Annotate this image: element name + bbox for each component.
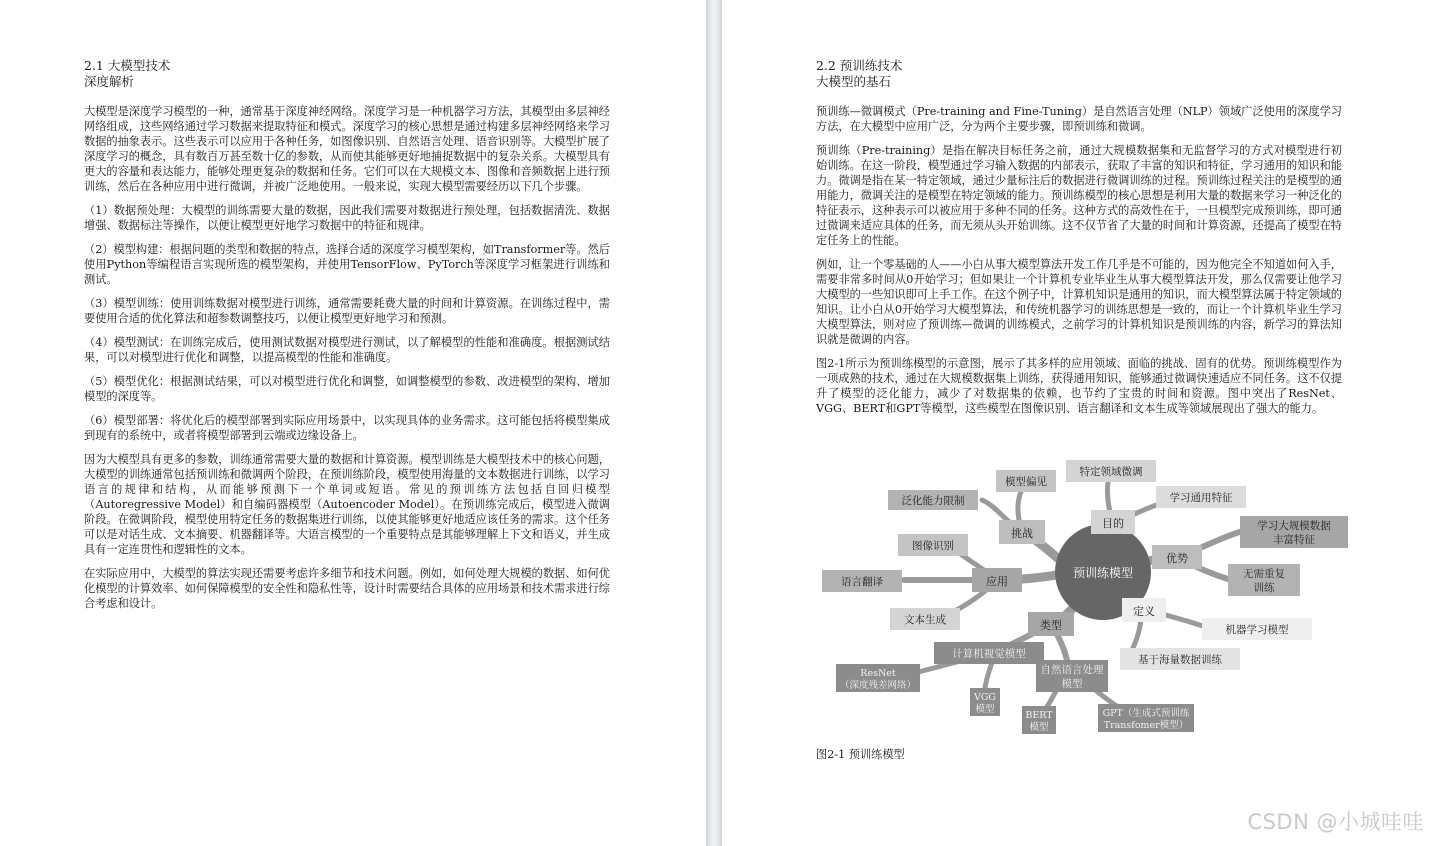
node-advantage xyxy=(1152,545,1202,569)
node-cv-model xyxy=(934,642,1044,664)
svg-text:学习大规模数据: 学习大规模数据 xyxy=(1257,520,1331,532)
left-paragraph: 因为大模型具有更多的参数，训练通常需要大量的数据和计算资源。模型训练是大模型技术中的核心问题，大模型的训练通常包括预训练和微调两个阶段，在预训练阶段，模型使用海量的文本数据进行训练，以学习语言的规律和结构，从而能够预测下一个单词或短语。常见的预训练方法包括自回归模型（Autoregressive Model）和自编码器模型（Autoencoder Model）。在预训练完成后，模型进入微调阶段。在微调阶段，模型使用特定任务的数据集进行训练，以使其能够更好地适应该任务的需求。这个任务可以是对话生成、文本摘要、机器翻译等。大语言模型的一个重要特点是其能够理解上下文和语义，并生成具有一定连贯性和逻辑性的文本。 xyxy=(84,453,610,556)
svg-text:基于海量数据训练: 基于海量数据训练 xyxy=(1138,654,1222,666)
right-paragraph: 预训练（Pre-training）是指在解决目标任务之前，通过大规模数据集和无监督学习的方式对模型进行初始训练。在这一阶段，模型通过学习输入数据的内部表示，获取了丰富的知识和特征，学习通用的知识和能力。微调是指在某一特定领域，通过少量标注后的数据进行微调训练的过程。预训练过程关注的是模型的通用能力，微调关注的是模型在特定领域的能力。预训练模型的核心思想是利用大量的数据来学习一种泛化的特征表示，这种表示可以被应用于多种不同的任务。这种方式的高效性在于，一旦模型完成预训练，即可通过微调来适应具体的任务，而无须从头开始训练。这不仅节省了大量的时间和计算资源，还提高了模型在特定任务上的性能。 xyxy=(816,144,1342,247)
node-domain-finetune xyxy=(1066,460,1156,482)
pretraining-mindmap-figure xyxy=(816,452,1356,742)
svg-text:特定领域微调: 特定领域微调 xyxy=(1079,466,1143,478)
svg-text:模型: 模型 xyxy=(1061,678,1083,690)
node-no-repeat-training xyxy=(1228,564,1300,596)
left-paragraph: （4）模型测试：在训练完成后，使用测试数据对模型进行测试，以了解模型的性能和准确度。根据测试结果，可以对模型进行优化和调整，以提高模型的性能和准确度。 xyxy=(84,336,610,364)
node-bert xyxy=(1022,706,1056,734)
left-paragraph: 在实际应用中，大模型的算法实现还需要考虑许多细节和技术问题。例如，如何处理大规模的数据、如何优化模型的计算效率、如何保障模型的安全性和隐私性等，设计时需要结合具体的应用场景和技术需求进行综合考虑和设计。 xyxy=(84,567,610,610)
svg-text:BERT: BERT xyxy=(1025,710,1053,721)
right-paragraph: 预训练—微调模式（Pre-training and Fine-Tuning）是自然语言处理（NLP）领域广泛使用的深度学习方法，在大模型中应用广泛，分为两个主要步骤，即预训练和微调。 xyxy=(816,105,1342,133)
left-section-title: 2.1 大模型技术 xyxy=(84,58,171,73)
left-paragraph: （5）模型优化：根据测试结果，可以对模型进行优化和调整，如调整模型的参数、改进模型的架构、增加模型的深度等。 xyxy=(84,375,610,403)
left-paragraph: （3）模型训练：使用训练数据对模型进行训练，通常需要耗费大量的时间和计算资源。在训练过程中，需要使用合适的优化算法和超参数调整技巧，以便让模型更好地学习和预测。 xyxy=(84,297,610,325)
svg-text:挑战: 挑战 xyxy=(1011,527,1033,540)
svg-text:无需重复: 无需重复 xyxy=(1243,568,1285,580)
node-learn-general xyxy=(1156,486,1246,508)
right-text-column xyxy=(816,58,1342,425)
right-section-subtitle: 大模型的基石 xyxy=(816,74,892,89)
center-label: 预训练模型 xyxy=(1072,566,1134,580)
svg-text:图像识别: 图像识别 xyxy=(912,540,954,552)
svg-text:学习通用特征: 学习通用特征 xyxy=(1169,492,1233,504)
svg-text:目的: 目的 xyxy=(1102,517,1124,530)
svg-text:模型: 模型 xyxy=(1029,722,1049,733)
svg-text:机器学习模型: 机器学习模型 xyxy=(1225,624,1289,636)
right-paragraph: 图2-1所示为预训练模型的示意图，展示了其多样的应用领域、面临的挑战、固有的优势。预训练模型作为一项成熟的技术，通过在大规模数据集上训练，获得通用知识，能够通过微调快速适应不同任务。这不仅提升了模型的泛化能力，减少了对数据集的依赖，也节约了宝贵的时间和资源。图中突出了ResNet、VGG、BERT和GPT等模型，这些模型在图像识别、语言翻译和文本生成等领域展现出了强大的能力。 xyxy=(816,357,1342,415)
svg-text:丰富特征: 丰富特征 xyxy=(1273,534,1315,546)
node-translation xyxy=(822,570,902,592)
left-text-column xyxy=(84,58,610,620)
svg-text:GPT（生成式预训练: GPT（生成式预训练 xyxy=(1102,708,1190,719)
node-type xyxy=(1028,612,1074,636)
svg-text:自然语言处理: 自然语言处理 xyxy=(1040,664,1104,676)
csdn-watermark: CSDN @小城哇哇 xyxy=(1247,810,1424,834)
left-section-subtitle: 深度解析 xyxy=(84,74,135,89)
svg-text:文本生成: 文本生成 xyxy=(904,614,946,626)
node-application xyxy=(972,568,1022,592)
svg-text:模型: 模型 xyxy=(975,704,995,715)
svg-text:类型: 类型 xyxy=(1040,619,1062,632)
page-gutter xyxy=(706,0,722,846)
node-massive-data xyxy=(1120,648,1240,670)
node-gpt xyxy=(1098,704,1194,732)
left-paragraph: （2）模型构建：根据问题的类型和数据的特点，选择合适的深度学习模型架构，如Transformer等。然后使用Python等编程语言实现所选的模型架构，并使用TensorFlow、PyTorch等深度学习框架进行训练和测试。 xyxy=(84,243,610,286)
left-paragraph: （6）模型部署：将优化后的模型部署到实际应用场景中，以实现具体的业务需求。这可能包括将模型集成到现有的系统中，或者将模型部署到云端或边缘设备上。 xyxy=(84,414,610,442)
svg-text:ResNet: ResNet xyxy=(860,668,896,679)
svg-text:泛化能力限制: 泛化能力限制 xyxy=(901,495,965,507)
right-page xyxy=(722,0,1430,846)
svg-text:（深度残差网络）: （深度残差网络） xyxy=(839,680,917,691)
node-ml-model xyxy=(1202,618,1312,640)
node-vgg xyxy=(970,688,1000,716)
svg-text:优势: 优势 xyxy=(1166,552,1188,565)
left-paragraph: 大模型是深度学习模型的一种，通常基于深度神经网络。深度学习是一种机器学习方法，其模型由多层神经网络组成，这些网络通过学习数据来提取特征和模式。深度学习的核心思想是通过构建多层神经网络来学习数据的抽象表示。这些表示可以应用于各种任务，如图像识别、自然语言处理、语音识别等。大模型扩展了深度学习的概念，具有数百万甚至数十亿的参数，从而使其能够更好地捕捉数据中的复杂关系。大模型具有更大的容量和表达能力，能够处理更复杂的数据和任务。它们可以在大规模文本、图像和音频数据上进行预训练，然后在各种应用中进行微调，并被广泛地使用。一般来说，实现大模型需要经历以下几个步骤。 xyxy=(84,105,610,193)
node-resnet xyxy=(836,664,920,692)
svg-text:应用: 应用 xyxy=(986,575,1008,588)
svg-text:训练: 训练 xyxy=(1253,582,1275,594)
left-page xyxy=(0,0,706,846)
node-image-recognition xyxy=(898,534,968,556)
svg-text:Transfomer模型）: Transfomer模型） xyxy=(1103,720,1189,731)
figure-caption: 图2-1 预训练模型 xyxy=(816,748,905,761)
svg-text:模型偏见: 模型偏见 xyxy=(1005,476,1047,488)
node-model-bias xyxy=(996,470,1056,492)
svg-text:定义: 定义 xyxy=(1133,605,1155,618)
left-paragraph: （1）数据预处理：大模型的训练需要大量的数据，因此我们需要对数据进行预处理，包括数据清洗、数据增强、数据标注等操作，以便让模型更好地学习数据中的特征和规律。 xyxy=(84,204,610,232)
svg-text:VGG: VGG xyxy=(973,692,997,703)
svg-text:计算机视觉模型: 计算机视觉模型 xyxy=(952,648,1026,660)
node-definition xyxy=(1122,598,1166,622)
node-text-generation xyxy=(890,608,960,630)
node-purpose xyxy=(1091,510,1135,534)
right-section-title: 2.2 预训练技术 xyxy=(816,58,903,73)
node-nlp-model xyxy=(1036,660,1108,692)
node-challenge xyxy=(999,520,1045,544)
svg-text:语言翻译: 语言翻译 xyxy=(841,576,883,588)
node-learn-large-data xyxy=(1240,516,1348,548)
node-generalization-limit xyxy=(888,490,978,510)
right-paragraph: 例如，让一个零基础的人——小白从事大模型算法开发工作几乎是不可能的，因为他完全不知道如何入手，需要非常多时间从0开始学习；但如果让一个计算机专业毕业生从事大模型算法开发，那么仅需要让他学习大模型的一些知识即可上手工作。在这个例子中，计算机知识是通用的知识，而大模型算法属于特定领域的知识。让小白从0开始学习大模型算法，和传统机器学习的训练思想是一致的，而让一个计算机毕业生学习大模型算法，则对应了预训练—微调的训练模式，之前学习的计算机知识是预训练的内容，新学习的算法知识就是微调的内容。 xyxy=(816,258,1342,346)
